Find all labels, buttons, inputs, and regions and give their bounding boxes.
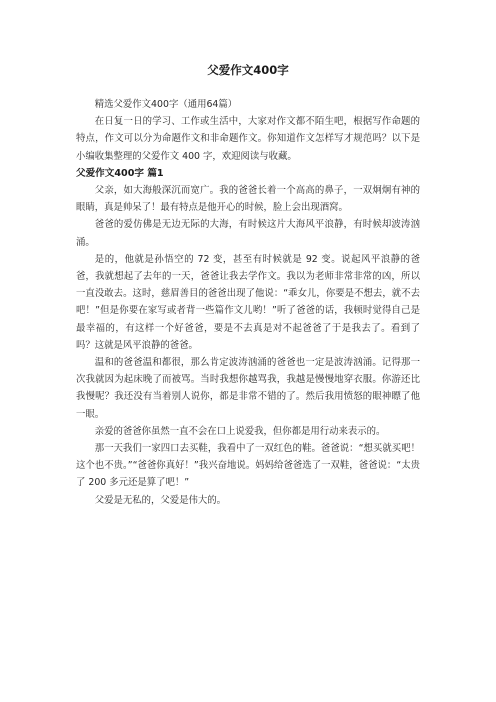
document-body bbox=[76, 96, 420, 509]
paragraph: 那一天我们一家四口去买鞋，我看中了一双红色的鞋。爸爸说：“想买就买吧！这个也不贵。”“爸爸你真好！”我兴奋地说。妈妈给爸爸选了一双鞋，爸爸说：“太贵了 200 多元还是算了吧！” bbox=[76, 443, 420, 489]
section-heading: 父爱作文400字 篇1 bbox=[76, 167, 164, 179]
paragraph: 精选父爱作文400字（通用64篇） bbox=[94, 99, 238, 110]
paragraph: 父亲，如大海般深沉而宽广。我的爸爸长着一个高高的鼻子，一双炯炯有神的眼睛，真是帅呆了！最有特点是他开心的时候，脸上会出现酒窝。 bbox=[76, 185, 420, 214]
document-title: 父爱作文400字 bbox=[207, 63, 289, 77]
paragraph: 是的，他就是孙悟空的 72 变，甚至有时候就是 92 变。说起风平浪静的爸爸，我就想起了去年的一天，爸爸让我去学作文。我以为老师非常非常的凶，所以一直没敢去。这时，慈眉善目的爸爸出现了他说：“乖女儿，你要是不想去，就不去吧！”但是你要在家写或者背一些篇作文儿哟！”听了爸爸的话，我顿时觉得自己是最幸福的，有这样一个好爸爸，要是不去真是对不起爸爸了于是我去了。看到了吗？这就是风平浪静的爸爸。 bbox=[76, 253, 420, 351]
paragraph: 温和的爸爸温和都很，那么肯定波涛汹涌的爸爸也一定是波涛汹涌。记得那一次我就因为起床晚了而被骂。当时我想你越骂我，我越是慢慢地穿衣服。你游还比我慢呢？我还没有当着别人说你，都是非常不错的了。然后我用愤怒的眼神瞟了他一眼。 bbox=[76, 357, 420, 420]
paragraph: 爸爸的爱仿佛是无边无际的大海，有时候这片大海风平浪静，有时候却波涛汹涌。 bbox=[76, 219, 420, 248]
paragraph: 父爱是无私的，父爱是伟大的。 bbox=[94, 494, 227, 506]
paragraph: 在日复一日的学习、工作或生活中，大家对作文都不陌生吧，根据写作命题的特点，作文可以分为命题作文和非命题作文。你知道作文怎样写才规范吗？以下是小编收集整理的父爱作文 400 字，欢迎阅读与收藏。 bbox=[76, 116, 420, 162]
paragraph: 亲爱的爸爸你虽然一直不会在口上说爱我，但你都是用行动来表示的。 bbox=[94, 425, 386, 437]
